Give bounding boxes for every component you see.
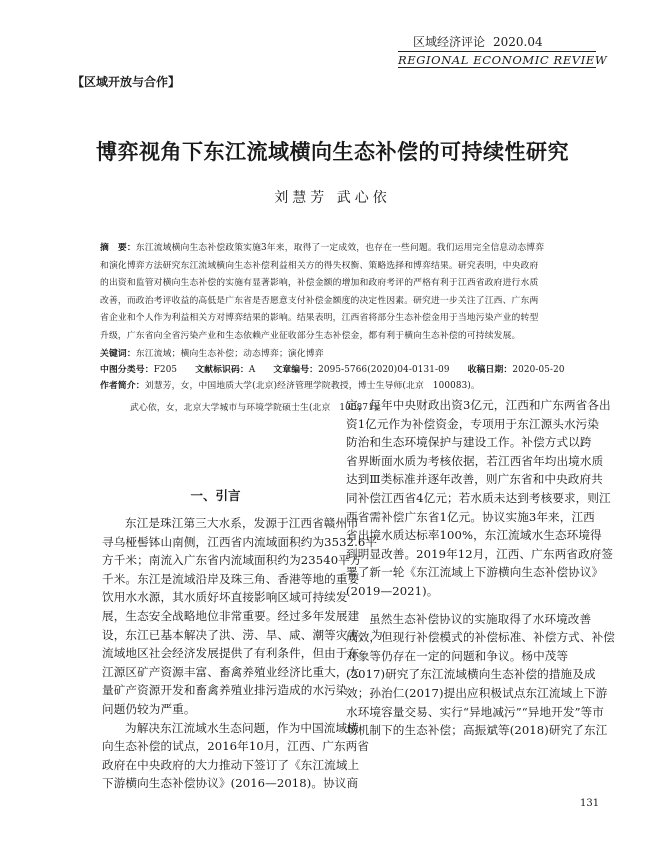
text-line: 下游横向生态补偿协议》(2016—2018)。协议商 (102, 776, 359, 791)
keywords-value: 东江流域；横向生态补偿；动态博弈；演化博弈 (135, 348, 324, 359)
text-line: 为解决东江流域水生态问题，作为中国流域横 (125, 720, 359, 735)
abstract-line: 和演化博弈方法研究东江流域横向生态补偿利益相关方的得失权衡、策略选择和博弈结果。研究表明，中央政府 (100, 260, 539, 271)
body-column-right (346, 396, 615, 740)
issue-number: 2020.04 (493, 35, 543, 49)
text-line: 向生态补偿的试点，2016年10月，江西、广东两省 (102, 739, 370, 754)
body-column-left (102, 514, 383, 793)
keywords-label: 关键词： (100, 348, 136, 359)
text-line: 署了新一轮《东江流域上下游横向生态补偿协议》 (346, 565, 604, 580)
text-line: 效；孙治仁(2017)提出应积极试点东江流域上下游 (346, 685, 608, 700)
text-line: 西省需补偿广东省1亿元。协议实施3年来，江西 (346, 509, 595, 524)
page-number: 131 (580, 798, 600, 809)
text-line: 到明显改善。2019年12月，江西、广东两省政府签 (346, 546, 614, 561)
text-line: 千米。东江是流域沿岸及珠三角、香港等地的重要 (102, 571, 360, 586)
abstract-line: 省企业和个人作为利益相关方对博弈结果的影响。结果表明，江西省将部分生态补偿金用于当地污染产业的转型 (100, 313, 539, 324)
abstract-label: 摘 要： (100, 243, 136, 253)
text-line: 省出境水质达标率100%，东江流域水生态环境得 (346, 528, 602, 543)
article-title: 博弈视角下东江流域横向生态补偿的可持续性研究 (96, 140, 569, 164)
abstract-line: 升级，广东省向全省污染产业和生态依赖产业征收部分生态补偿金，都有利于横向生态补偿的可持续发展。 (100, 330, 521, 341)
abstract-line: 改善，而政治考评收益的高低是广东省是否愿意支付补偿金额度的决定性因素。研究进一步关注了江西、广东两 (100, 295, 539, 306)
text-line: 问题仍较为严重。 (102, 701, 196, 716)
author-info-label: 作者简介： (100, 380, 145, 391)
abstract-line: 摘 要：东江流域横向生态补偿政策实施3年来，取得了一定成效，也存在一些问题。我们运用完全信息动态博弈 (100, 243, 545, 253)
text-line: 场机制下的生态补偿；高振斌等(2018)研究了东江 (346, 723, 608, 738)
paragraph (346, 610, 615, 740)
text-line: 量矿产资源开发和畜禽养殖业排污造成的水污染 (102, 683, 348, 698)
text-line: 成效，但现行补偿模式的补偿标准、补偿方式、补偿 (346, 630, 615, 645)
text-line: 对象等仍存在一定的问题和争议。杨中茂等 (346, 648, 569, 663)
classification-line: 中图分类号：F205 文献标识码：A 文章编号：2095-5766(2020)04-0131-09 收稿日期：2020-05-20 (100, 364, 565, 375)
text-line: 寻乌桠髻钵山南侧，江西省内流域面积约为3532.6平 (102, 534, 378, 549)
text-line: 省界断面水质为考核依据，若江西省年均出境水质 (346, 453, 604, 468)
text-line: 江源区矿产资源丰富、畜禽养殖业经济比重大，大 (102, 664, 360, 679)
abstract-block (100, 240, 611, 416)
text-line: 防治和生态环境保护与建设工作。补偿方式以跨 (346, 435, 592, 450)
text-line: 方千米；南流入广东省内流域面积约为23540平方 (102, 553, 362, 568)
journal-name-cn: 区域经济评论 2020.04 (413, 35, 543, 49)
article-authors: 刘慧芳 武心依 (274, 190, 391, 206)
text-line: 展，生态安全战略地位非常重要。经过多年发展建 (102, 608, 360, 623)
text-line: 流域地区社会经济发展提供了有利条件，但由于东 (102, 646, 360, 661)
text-line: 东江是珠江第三大水系，发源于江西省赣州市 (125, 516, 359, 530)
text-line: 同补偿江西省4亿元；若水质未达到考核要求，则江 (346, 490, 611, 505)
author-info: 作者简介：刘慧芳，女，中国地质大学(北京)经济管理学院教授，博士生导师(北京 100083)。 (100, 380, 480, 391)
text-line: 政府在中央政府的大力推动下签订了《东江流域上 (102, 757, 360, 772)
text-line: 饮用水水源，其水质好坏直接影响区域可持续发 (102, 590, 348, 605)
section-heading-introduction: 一、引言 (190, 488, 241, 503)
paragraph (346, 396, 614, 601)
text-line: 定，每年中央财政出资3亿元，江西和广东两省各出 (346, 398, 611, 412)
text-line: (2019—2021)。 (346, 583, 439, 598)
journal-name-en: REGIONAL ECONOMIC REVIEW (398, 53, 608, 67)
text-line: 达到Ⅲ类标准并逐年改善，则广东省和中央政府共 (346, 472, 603, 487)
author-info-second: 武心依，女，北京大学城市与环境学院硕士生(北京 100871)。 (130, 402, 387, 413)
text-line: 水环境容量交易、实行“异地减污”“异地开发”等市 (346, 704, 604, 719)
paragraph (102, 514, 383, 719)
text-line: 虽然生态补偿协议的实施取得了水环境改善 (369, 611, 592, 626)
text-line: (2017)研究了东江流域横向生态补偿的措施及成 (346, 667, 596, 682)
text-line: 设，东江已基本解决了洪、涝、旱、咸、潮等灾害，为 (102, 627, 383, 642)
abstract-line: 的出资和监管对横向生态补偿的实施有显著影响，补偿金额的增加和政府考评的严格有利于江西省政府进行水质 (100, 278, 539, 289)
header-rule-bottom (398, 67, 596, 68)
keywords (100, 346, 598, 362)
header-rule-top (398, 51, 596, 52)
section-tag: 【区域开放与合作】 (72, 75, 181, 89)
text-line: 资1亿元作为补偿资金，专项用于东江源头水污染 (346, 416, 600, 431)
paragraph (102, 719, 370, 793)
